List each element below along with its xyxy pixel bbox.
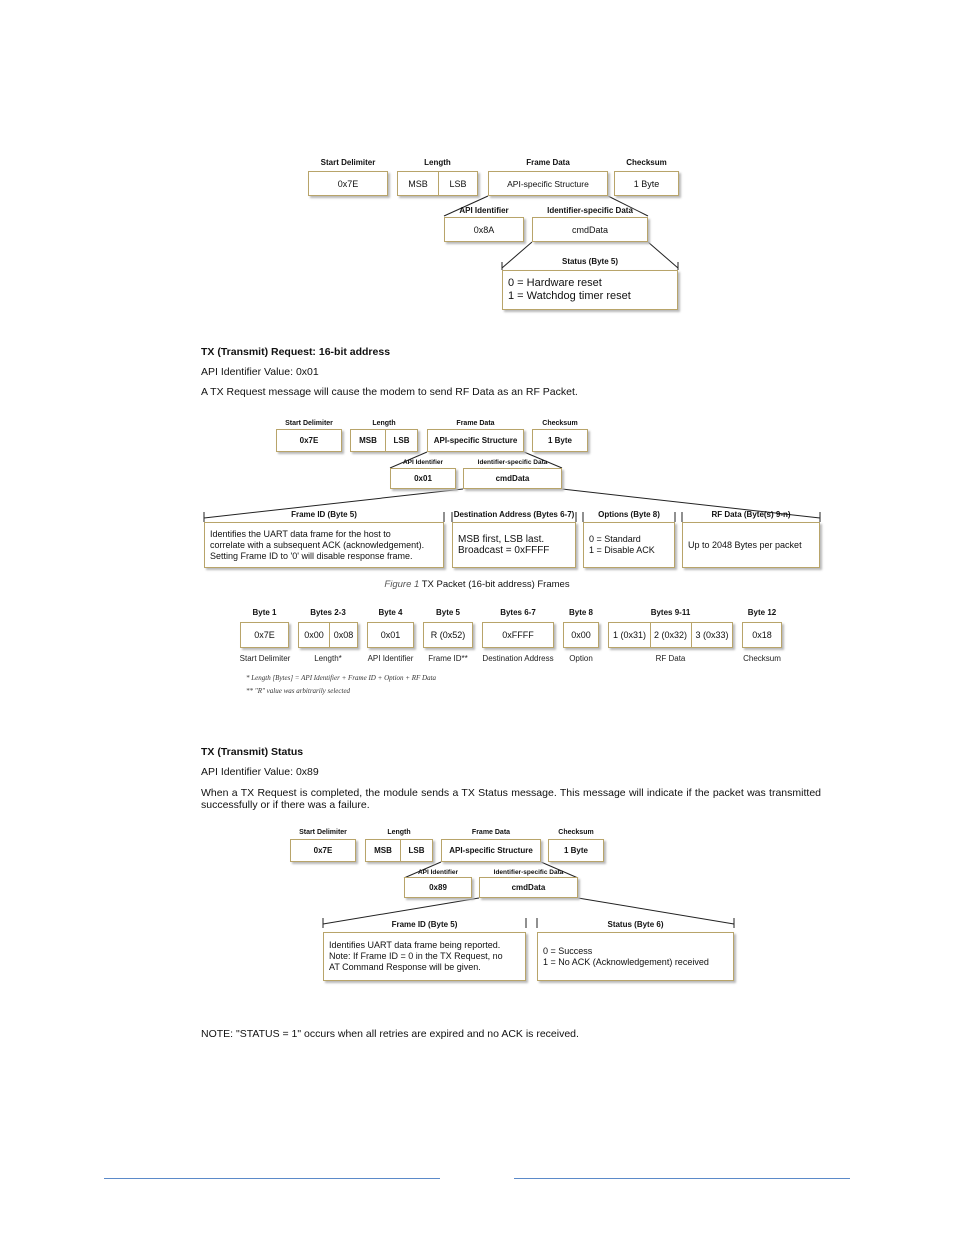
packet-cell: 0x18 — [742, 622, 782, 648]
length-box — [350, 429, 418, 452]
lsb-cell: LSB — [393, 436, 410, 445]
label-status-byte: Status (Byte 5) — [561, 257, 618, 266]
label-api-identifier: API Identifier — [459, 206, 509, 215]
footer-rule-left — [104, 1178, 440, 1179]
byte-footer: Checksum — [743, 654, 781, 663]
start-delimiter-box: 0x7E — [290, 839, 356, 862]
frame-data-box: API-specific Structure — [427, 429, 524, 452]
lsb-cell: LSB — [449, 178, 467, 189]
api-identifier-box: 0x01 — [390, 468, 456, 489]
description-line: 1 = No ACK (Acknowledgement) received — [543, 956, 709, 967]
options-description — [583, 522, 675, 568]
byte-header: Bytes 9-11 — [650, 608, 691, 617]
packet-rf-data-cell — [608, 622, 733, 648]
byte-footer: Frame ID** — [428, 654, 468, 663]
api-identifier-value: API Identifier Value: 0x89 — [201, 766, 319, 778]
label-frame-data: Frame Data — [526, 158, 570, 167]
frame-id-description — [323, 932, 526, 981]
figure-number: Figure 1 — [384, 579, 420, 590]
checksum-box: 1 Byte — [532, 429, 588, 452]
description-line: 1 = Disable ACK — [589, 545, 655, 555]
checksum-box: 1 Byte — [548, 839, 604, 862]
length-box — [365, 839, 433, 862]
label-identifier-specific-data: Identifier-specific Data — [547, 206, 633, 215]
status-note: NOTE: "STATUS = 1" occurs when all retries are expired and no ACK is received. — [201, 1028, 579, 1040]
label-start-delimiter: Start Delimiter — [299, 829, 347, 836]
label-checksum: Checksum — [542, 420, 578, 427]
byte-header: Bytes 6-7 — [500, 608, 536, 617]
start-delimiter-box: 0x7E — [276, 429, 342, 452]
label-length: Length — [387, 829, 411, 836]
msb-cell: MSB — [366, 840, 401, 861]
section-description: When a TX Request is completed, the module sends a TX Status message. This message will indicate if the packet was transmitted successfully or if there was a failure. — [201, 787, 821, 811]
description-line: Identifies the UART data frame for the host to — [210, 528, 391, 539]
byte-header: Bytes 2-3 — [310, 608, 346, 617]
label-frame-id: Frame ID (Byte 5) — [291, 510, 357, 519]
rf-data-description — [682, 522, 820, 568]
label-checksum: Checksum — [626, 158, 667, 167]
byte-footer: API Identifier — [367, 654, 414, 663]
section-heading-tx-status: TX (Transmit) Status — [201, 746, 304, 758]
footnote: ** "R" value was arbitrarily selected — [246, 687, 351, 695]
frame-data-box: API-specific Structure — [488, 171, 608, 196]
description-line: 0 = Success — [543, 945, 593, 956]
byte-footer: Destination Address — [482, 654, 554, 663]
byte-header: Byte 5 — [435, 608, 460, 617]
label-destination-address: Destination Address (Bytes 6-7) — [453, 510, 575, 519]
byte-header: Byte 12 — [747, 608, 777, 617]
packet-cell: 0x7E — [240, 622, 289, 648]
label-rf-data: RF Data (Byte(s) 9-n) — [711, 510, 791, 519]
section-heading-tx-request: TX (Transmit) Request: 16-bit address — [201, 346, 391, 358]
label-api-identifier: API Identifier — [417, 869, 459, 876]
byte-footer: Start Delimiter — [239, 654, 291, 663]
byte-header: Byte 1 — [252, 608, 277, 617]
packet-cell: 0x01 — [367, 622, 414, 648]
status-line: 1 = Watchdog timer reset — [508, 290, 631, 302]
msb-cell: MSB — [398, 172, 439, 195]
description-line: AT Command Response will be given. — [329, 962, 481, 972]
description-line: Up to 2048 Bytes per packet — [688, 539, 802, 550]
description-line: 0 = Standard — [589, 534, 641, 544]
label-identifier-specific-data: Identifier-specific Data — [477, 459, 548, 466]
byte-footer: RF Data — [655, 654, 686, 663]
checksum-box: 1 Byte — [614, 171, 679, 196]
footer-rule-right — [514, 1178, 850, 1179]
packet-length-cell — [298, 622, 358, 648]
cmddata-box: cmdData — [532, 217, 648, 242]
figure-caption — [0, 579, 954, 590]
byte-footer: Option — [569, 654, 593, 663]
label-status: Status (Byte 6) — [607, 920, 664, 929]
label-start-delimiter: Start Delimiter — [285, 420, 333, 427]
label-api-identifier: API Identifier — [402, 459, 444, 466]
cmddata-box: cmdData — [479, 877, 578, 898]
label-options: Options (Byte 8) — [598, 510, 660, 519]
description-line: MSB first, LSB last. — [458, 534, 545, 545]
lsb-cell: LSB — [408, 846, 425, 855]
label-identifier-specific-data: Identifier-specific Data — [493, 869, 564, 876]
frame-id-description — [204, 522, 444, 568]
label-start-delimiter: Start Delimiter — [320, 158, 376, 167]
description-line: Note: If Frame ID = 0 in the TX Request, no — [329, 951, 503, 961]
label-length: Length — [372, 420, 396, 427]
packet-cell: 1 (0x31) — [609, 623, 651, 647]
cmddata-box: cmdData — [463, 468, 562, 489]
status-description-box — [502, 270, 678, 310]
label-frame-id: Frame ID (Byte 5) — [391, 920, 458, 929]
api-identifier-box: 0x8A — [444, 217, 524, 242]
byte-header: Byte 8 — [568, 608, 593, 617]
destination-address-description — [452, 522, 576, 568]
packet-cell: 2 (0x32) — [650, 623, 692, 647]
byte-footer: Length* — [314, 654, 342, 663]
frame-data-box: API-specific Structure — [441, 839, 541, 862]
section-description: A TX Request message will cause the modem to send RF Data as an RF Packet. — [201, 386, 578, 398]
api-identifier-value: API Identifier Value: 0x01 — [201, 366, 319, 378]
description-line: Broadcast = 0xFFFF — [458, 545, 550, 556]
figure-title: TX Packet (16-bit address) Frames — [421, 579, 570, 590]
api-identifier-box: 0x89 — [404, 877, 472, 898]
label-frame-data: Frame Data — [456, 420, 495, 427]
packet-cell: R (0x52) — [423, 622, 473, 648]
label-length: Length — [424, 158, 451, 167]
packet-cell: 0xFFFF — [482, 622, 554, 648]
packet-cell: 3 (0x33) — [695, 630, 729, 640]
label-checksum: Checksum — [558, 829, 594, 836]
packet-cell: 0x00 — [299, 623, 330, 647]
packet-cell: 0x00 — [563, 622, 599, 648]
status-description — [537, 932, 734, 981]
length-box — [397, 171, 478, 196]
description-line: correlate with a subsequent ACK (acknowledgement). — [210, 539, 425, 550]
start-delimiter-box: 0x7E — [308, 171, 388, 196]
description-line: Identifies UART data frame being reported. — [329, 940, 501, 950]
label-frame-data: Frame Data — [471, 829, 511, 836]
description-line: Setting Frame ID to '0' will disable response frame. — [210, 550, 413, 561]
packet-cell: 0x08 — [333, 630, 354, 640]
msb-cell: MSB — [351, 430, 386, 451]
byte-header: Byte 4 — [378, 608, 403, 617]
footnote: * Length [Bytes] = API Identifier + Frame ID + Option + RF Data — [246, 674, 437, 682]
status-line: 0 = Hardware reset — [508, 277, 602, 289]
